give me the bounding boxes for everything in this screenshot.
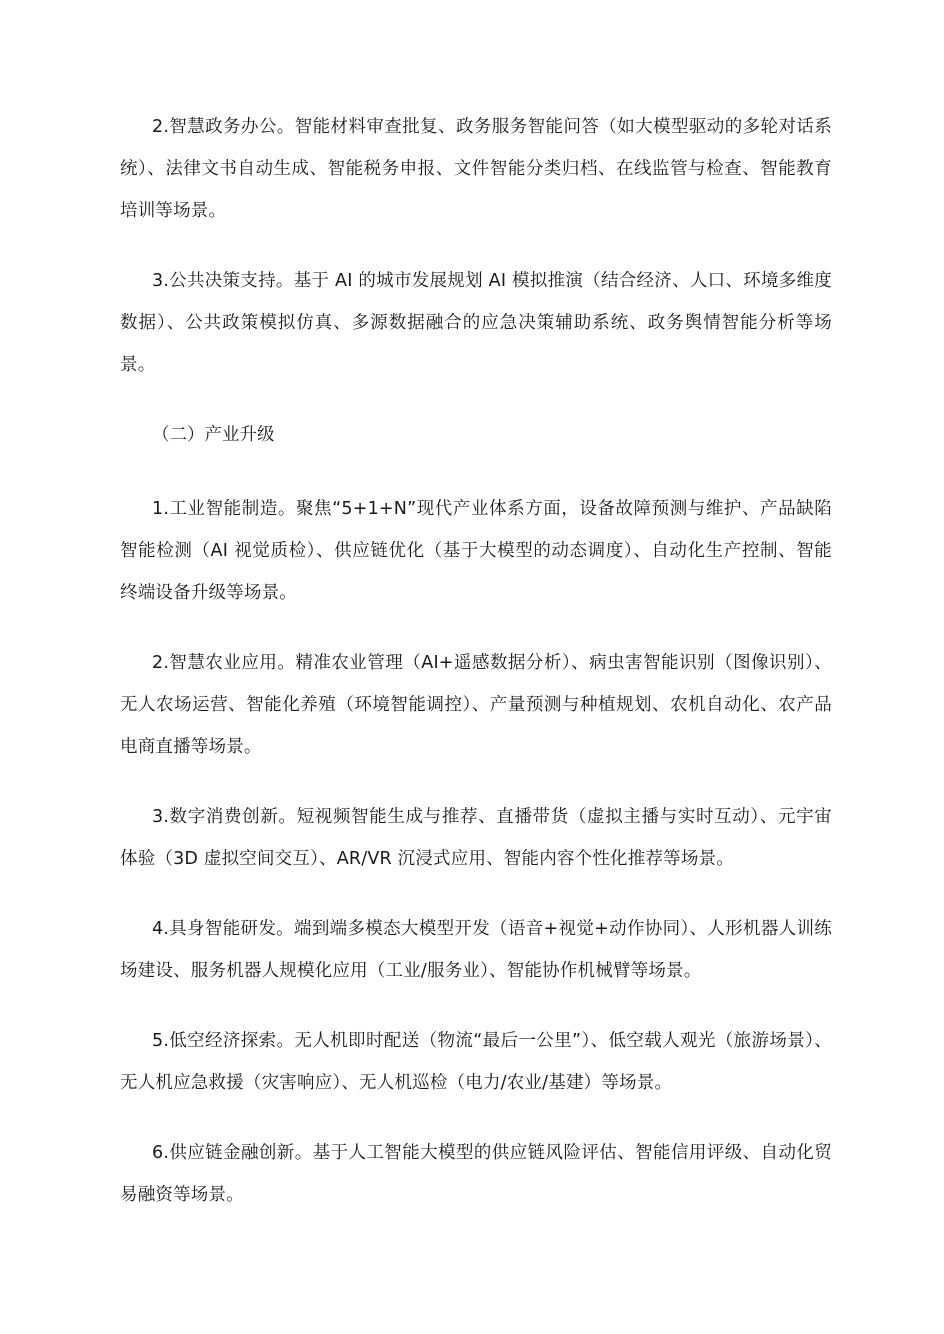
paragraph-smart-government-office: 2.智慧政务办公。智能材料审查批复、政务服务智能问答（如大模型驱动的多轮对话系统）、法律文书自动生成、智能税务申报、文件智能分类归档、在线监管与检查、智能教育培训等场景。	[120, 117, 832, 221]
paragraph-digital-consumption: 3.数字消费创新。短视频智能生成与推荐、直播带货（虚拟主播与实时互动）、元宇宙体验（3D 虚拟空间交互）、AR/VR 沉浸式应用、智能内容个性化推荐等场景。	[120, 807, 832, 869]
paragraph-low-altitude-economy: 5.低空经济探索。无人机即时配送（物流“最后一公里”）、低空载人观光（旅游场景）、无人机应急救援（灾害响应）、无人机巡检（电力/农业/基建）等场景。	[120, 1031, 832, 1093]
paragraph-public-decision-support: 3.公共决策支持。基于 AI 的城市发展规划 AI 模拟推演（结合经济、人口、环境多维度数据）、公共政策模拟仿真、多源数据融合的应急决策辅助系统、政务舆情智能分析等场景。	[120, 271, 832, 375]
paragraph-smart-agriculture: 2.智慧农业应用。精准农业管理（AI+遥感数据分析）、病虫害智能识别（图像识别）、无人农场运营、智能化养殖（环境智能调控）、产量预测与种植规划、农机自动化、农产品电商直播等场景。	[120, 653, 832, 757]
paragraph-industrial-intelligent-manufacturing: 1.工业智能制造。聚焦“5+1+N”现代产业体系方面，设备故障预测与维护、产品缺陷智能检测（AI 视觉质检）、供应链优化（基于大模型的动态调度）、自动化生产控制、智能终端设备升级等场景。	[120, 499, 832, 603]
paragraph-supply-chain-finance: 6.供应链金融创新。基于人工智能大模型的供应链风险评估、智能信用评级、自动化贸易融资等场景。	[120, 1143, 832, 1205]
paragraph-embodied-intelligence: 4.具身智能研发。端到端多模态大模型开发（语音+视觉+动作协同）、人形机器人训练场建设、服务机器人规模化应用（工业/服务业）、智能协作机械臂等场景。	[120, 919, 832, 981]
section-heading-industry-upgrade: （二）产业升级	[152, 425, 275, 445]
